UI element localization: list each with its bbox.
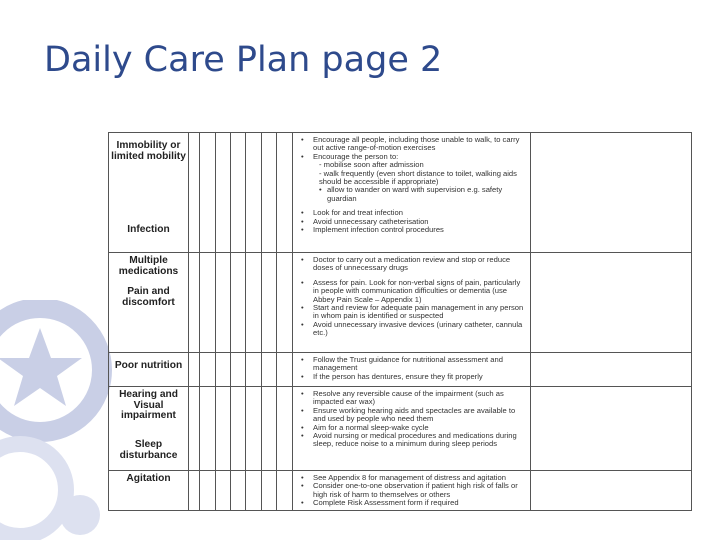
- guidance-item: • Resolve any reversible cause of the impairment (such as impacted ear wax): [297, 390, 528, 407]
- guidance-item: • Assess for pain. Look for non-verbal signs of pain, particularly in people with communication difficulties or dementia (use Abbey Pain Scale – Appendix 1): [297, 279, 528, 304]
- guidance-item: • allow to wander on ward with supervision e.g. safety guardian: [297, 186, 528, 203]
- guidance-item: • Look for and treat infection: [297, 209, 528, 217]
- daily-check-cell[interactable]: [262, 253, 277, 353]
- guidance-item: • Start and review for adequate pain management in any person in whom pain is identified or suspected: [297, 304, 528, 321]
- daily-check-cell[interactable]: [231, 353, 246, 387]
- guidance-item: • Encourage all people, including those unable to walk, to carry out active range-of-motion exercises: [297, 136, 528, 153]
- notes-cell[interactable]: [531, 387, 692, 471]
- risk-category-cell: [109, 253, 189, 353]
- daily-check-cell[interactable]: [277, 471, 293, 511]
- risk-category-cell: [109, 387, 189, 471]
- daily-check-cell[interactable]: [277, 133, 293, 253]
- daily-check-cell[interactable]: [246, 353, 262, 387]
- daily-check-cell[interactable]: [200, 353, 216, 387]
- daily-check-cell[interactable]: [231, 133, 246, 253]
- daily-check-cell[interactable]: [216, 253, 231, 353]
- guidance-item: • Encourage the person to:: [297, 153, 528, 161]
- daily-check-cell[interactable]: [246, 387, 262, 471]
- daily-check-cell[interactable]: [200, 387, 216, 471]
- risk-category-label: Sleep disturbance: [119, 439, 178, 461]
- guidance-item: • Doctor to carry out a medication review and stop or reduce doses of unnecessary drugs: [297, 256, 528, 273]
- guidance-item: • If the person has dentures, ensure they fit properly: [297, 373, 528, 381]
- risk-category-label: Poor nutrition: [114, 360, 183, 371]
- daily-check-cell[interactable]: [262, 133, 277, 253]
- daily-check-cell[interactable]: [277, 253, 293, 353]
- slide-title: Daily Care Plan page 2: [44, 40, 443, 80]
- care-plan-row: [109, 253, 692, 353]
- guidance-item: • Aim for a normal sleep-wake cycle: [297, 424, 528, 432]
- daily-check-cell[interactable]: [277, 387, 293, 471]
- daily-check-cell[interactable]: [231, 387, 246, 471]
- daily-check-cell[interactable]: [262, 387, 277, 471]
- risk-category-cell: [109, 133, 189, 253]
- daily-check-cell[interactable]: [200, 133, 216, 253]
- daily-check-cell[interactable]: [200, 253, 216, 353]
- guidance-cell: [293, 387, 531, 471]
- guidance-item: - mobilise soon after admission: [319, 160, 424, 170]
- guidance-item: • Avoid nursing or medical procedures and medications during sleep, reduce noise to a minimum during sleep periods: [297, 432, 528, 449]
- guidance-item: • See Appendix 8 for management of distress and agitation: [297, 474, 528, 482]
- guidance-item: • Ensure working hearing aids and spectacles are available to and used by people who need them: [297, 407, 528, 424]
- care-plan-table: [108, 132, 692, 511]
- notes-cell[interactable]: [531, 471, 692, 511]
- daily-check-cell[interactable]: [231, 253, 246, 353]
- care-plan-row: [109, 387, 692, 471]
- risk-category-label: Immobility or limited mobility: [111, 140, 186, 162]
- risk-category-label: Hearing and Visual impairment: [119, 389, 178, 421]
- daily-check-cell[interactable]: [277, 353, 293, 387]
- risk-category-label: Multiple medications: [118, 255, 179, 277]
- guidance-item: - walk frequently (even short distance to toilet, walking aids should be accessible if appropriate): [319, 168, 517, 187]
- daily-check-cell[interactable]: [216, 133, 231, 253]
- daily-check-cell[interactable]: [216, 353, 231, 387]
- daily-check-cell[interactable]: [262, 353, 277, 387]
- care-plan-row: [109, 471, 692, 511]
- daily-check-cell[interactable]: [189, 387, 200, 471]
- guidance-cell: [293, 471, 531, 511]
- daily-check-cell[interactable]: [189, 353, 200, 387]
- risk-category-label: Pain and discomfort: [122, 286, 175, 308]
- daily-check-cell[interactable]: [189, 253, 200, 353]
- guidance-item: • Avoid unnecessary catheterisation: [297, 218, 528, 226]
- daily-check-cell[interactable]: [246, 471, 262, 511]
- guidance-cell: [293, 253, 531, 353]
- daily-check-cell[interactable]: [189, 133, 200, 253]
- guidance-item: • Consider one-to-one observation if patient high risk of falls or high risk of harm to themselves or others: [297, 482, 528, 499]
- daily-check-cell[interactable]: [246, 133, 262, 253]
- risk-category-cell: [109, 353, 189, 387]
- notes-cell[interactable]: [531, 353, 692, 387]
- notes-cell[interactable]: [531, 253, 692, 353]
- risk-category-label: Infection: [127, 224, 170, 235]
- notes-cell[interactable]: [531, 133, 692, 253]
- guidance-item: • Follow the Trust guidance for nutritional assessment and management: [297, 356, 528, 373]
- daily-check-cell[interactable]: [200, 471, 216, 511]
- daily-check-cell[interactable]: [216, 471, 231, 511]
- risk-category-label: Agitation: [126, 473, 171, 484]
- daily-check-cell[interactable]: [216, 387, 231, 471]
- guidance-item: • Avoid unnecessary invasive devices (urinary catheter, cannula etc.): [297, 321, 528, 338]
- guidance-cell: [293, 133, 531, 253]
- guidance-item: • Complete Risk Assessment form if required: [297, 499, 528, 507]
- care-plan-row: [109, 353, 692, 387]
- daily-check-cell[interactable]: [231, 471, 246, 511]
- guidance-item: • Implement infection control procedures: [297, 226, 528, 234]
- daily-check-cell[interactable]: [246, 253, 262, 353]
- risk-category-cell: [109, 471, 189, 511]
- guidance-cell: [293, 353, 531, 387]
- care-plan-row: [109, 133, 692, 253]
- daily-check-cell[interactable]: [189, 471, 200, 511]
- daily-check-cell[interactable]: [262, 471, 277, 511]
